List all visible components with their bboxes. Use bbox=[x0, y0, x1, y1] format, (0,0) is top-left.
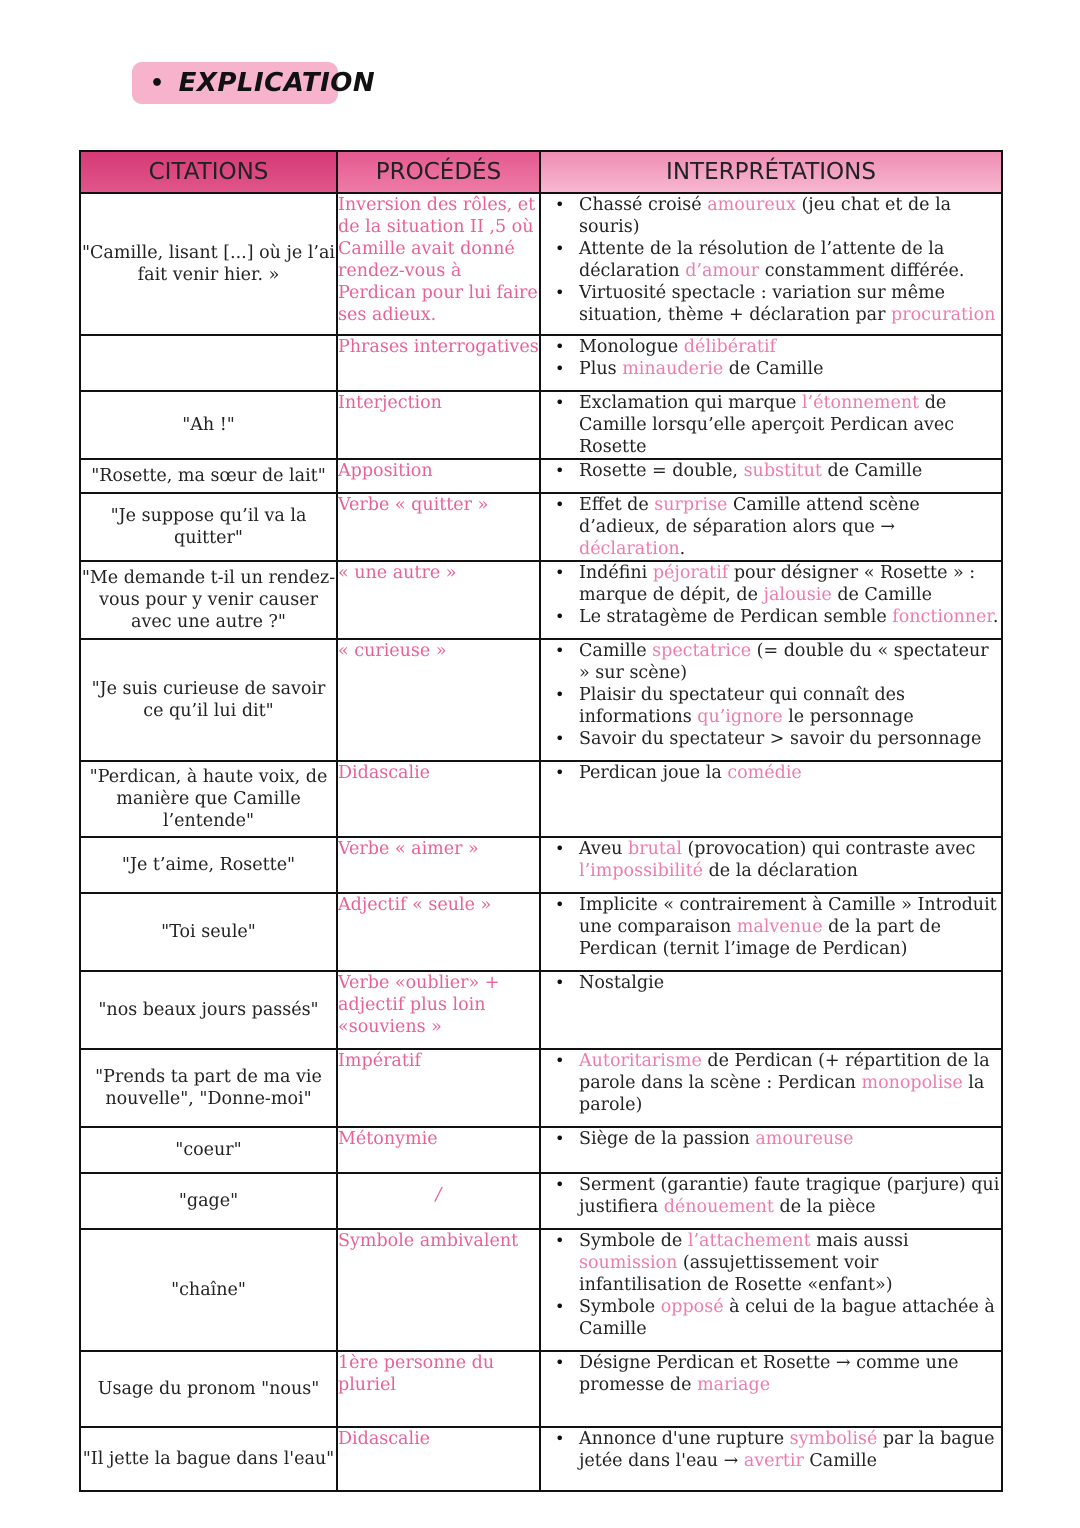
citation-cell: "coeur" bbox=[80, 1127, 337, 1173]
interpretation-list bbox=[541, 1050, 1001, 1116]
interpretation-text: de Camille lorsqu’elle aperçoit Perdican avec Rosette bbox=[579, 393, 955, 457]
interpretation-text: Monologue bbox=[579, 337, 684, 357]
procede-cell: Didascalie bbox=[337, 761, 540, 837]
interpretation-list bbox=[541, 762, 1001, 784]
interpretation-cell bbox=[540, 1127, 1002, 1173]
highlighted-term: monopolise bbox=[861, 1073, 963, 1093]
interpretation-item bbox=[579, 358, 1001, 380]
interpretation-text: Symbole bbox=[579, 1297, 661, 1317]
procede-cell: Symbole ambivalent bbox=[337, 1229, 540, 1351]
interpretation-cell bbox=[540, 1427, 1002, 1491]
interpretation-text: de Camille bbox=[831, 585, 932, 605]
table-row bbox=[80, 335, 1002, 391]
procede-cell: 1ère personne du pluriel bbox=[337, 1351, 540, 1427]
table-row bbox=[80, 1351, 1002, 1427]
highlighted-term: procuration bbox=[891, 305, 996, 325]
citation-cell: "gage" bbox=[80, 1173, 337, 1229]
highlighted-term: symbolisé bbox=[789, 1429, 878, 1449]
table-row bbox=[80, 893, 1002, 971]
highlighted-term: déclaration bbox=[579, 539, 680, 559]
header-procedes: PROCÉDÉS bbox=[337, 151, 540, 193]
procede-cell: Verbe « quitter » bbox=[337, 493, 540, 561]
interpretation-text: mais aussi bbox=[810, 1231, 909, 1251]
interpretation-list bbox=[541, 640, 1001, 750]
interpretation-text: Désigne Perdican et Rosette → comme une promesse de bbox=[579, 1353, 959, 1395]
procede-cell: Inversion des rôles, et de la situation II ,5 où Camille avait donné rendez-vous à Perdican pour lui faire ses adieux. bbox=[337, 193, 540, 335]
interpretation-text: Savoir du spectateur > savoir du personnage bbox=[579, 729, 982, 749]
highlighted-term: jalousie bbox=[763, 585, 832, 605]
table-row bbox=[80, 459, 1002, 493]
table-row bbox=[80, 1229, 1002, 1351]
highlighted-term: l’impossibilité bbox=[579, 861, 704, 881]
interpretation-text: Effet de bbox=[579, 495, 655, 515]
highlighted-term: qu’ignore bbox=[697, 707, 783, 727]
procede-cell: Impératif bbox=[337, 1049, 540, 1127]
table-header-row bbox=[80, 151, 1002, 193]
interpretation-text: (assujettissement voir infantilisation de Rosette «enfant») bbox=[579, 1253, 893, 1295]
interpretation-item bbox=[579, 1428, 1001, 1472]
interpretation-list bbox=[541, 336, 1001, 380]
interpretation-list bbox=[541, 392, 1001, 458]
interpretation-text: Le stratagème de Perdican semble bbox=[579, 607, 893, 627]
interpretation-item bbox=[579, 606, 1001, 628]
citation-cell: "Je t’aime, Rosette" bbox=[80, 837, 337, 893]
highlighted-term: opposé bbox=[660, 1297, 724, 1317]
interpretation-list bbox=[541, 194, 1001, 326]
table-row bbox=[80, 1127, 1002, 1173]
highlighted-term: l’étonnement bbox=[801, 393, 920, 413]
interpretation-list bbox=[541, 838, 1001, 882]
interpretation-text: pour désigner « Rosette » : marque de dépit, de bbox=[579, 563, 976, 605]
interpretation-text: Camille bbox=[803, 1451, 877, 1471]
procede-cell: Adjectif « seule » bbox=[337, 893, 540, 971]
interpretation-text: de Camille bbox=[821, 461, 923, 481]
interpretation-text: Symbole de bbox=[579, 1231, 688, 1251]
interpretation-text: Camille bbox=[579, 641, 653, 661]
citation-cell: Usage du pronom "nous" bbox=[80, 1351, 337, 1427]
interpretation-cell bbox=[540, 459, 1002, 493]
interpretation-cell bbox=[540, 1049, 1002, 1127]
interpretation-cell bbox=[540, 639, 1002, 761]
interpretation-text: de Camille bbox=[723, 359, 824, 379]
highlighted-term: soumission bbox=[579, 1253, 678, 1273]
highlighted-term: malvenue bbox=[736, 917, 823, 937]
interpretation-cell bbox=[540, 761, 1002, 837]
interpretation-cell bbox=[540, 335, 1002, 391]
interpretation-item bbox=[579, 762, 1001, 784]
highlighted-term: substitut bbox=[743, 461, 822, 481]
table-row bbox=[80, 561, 1002, 639]
interpretation-cell bbox=[540, 971, 1002, 1049]
interpretation-text: Virtuosité spectacle : variation sur même situation, thème + déclaration par bbox=[579, 283, 946, 325]
interpretation-text: . bbox=[992, 607, 999, 627]
interpretation-list bbox=[541, 1174, 1001, 1218]
interpretation-text: de Perdican (+ répartition de la parole dans la scène : Perdican bbox=[579, 1051, 990, 1093]
interpretation-text: Annonce d'une rupture bbox=[579, 1429, 790, 1449]
interpretation-cell bbox=[540, 837, 1002, 893]
table-body bbox=[80, 193, 1002, 1491]
interpretation-list bbox=[541, 894, 1001, 960]
table-row bbox=[80, 193, 1002, 335]
interpretation-item bbox=[579, 194, 1001, 238]
procede-cell: « curieuse » bbox=[337, 639, 540, 761]
citation-cell: "Il jette la bague dans l'eau" bbox=[80, 1427, 337, 1491]
interpretation-text: (= double du « spectateur » sur scène) bbox=[579, 641, 989, 683]
citation-cell: "chaîne" bbox=[80, 1229, 337, 1351]
highlighted-term: d’amour bbox=[685, 261, 760, 281]
explication-table bbox=[79, 150, 1003, 1492]
interpretation-item bbox=[579, 282, 1001, 326]
interpretation-text: (jeu chat et de la souris) bbox=[579, 195, 952, 237]
highlighted-term: mariage bbox=[697, 1375, 771, 1395]
highlighted-term: spectatrice bbox=[652, 641, 752, 661]
interpretation-list bbox=[541, 494, 1001, 560]
interpretation-text: Perdican joue la bbox=[579, 763, 728, 783]
interpretation-cell bbox=[540, 1351, 1002, 1427]
interpretation-item bbox=[579, 728, 1001, 750]
interpretation-text: Indéfini bbox=[579, 563, 653, 583]
interpretation-list bbox=[541, 460, 1001, 482]
citation-cell: "Toi seule" bbox=[80, 893, 337, 971]
interpretation-item bbox=[579, 640, 1001, 684]
highlighted-term: amoureux bbox=[707, 195, 796, 215]
interpretation-cell bbox=[540, 193, 1002, 335]
highlighted-term: minauderie bbox=[622, 359, 724, 379]
table-row bbox=[80, 391, 1002, 459]
table-row bbox=[80, 1049, 1002, 1127]
interpretation-item bbox=[579, 392, 1001, 458]
interpretation-item bbox=[579, 894, 1001, 960]
citation-cell: "Je suppose qu’il va la quitter" bbox=[80, 493, 337, 561]
interpretation-item bbox=[579, 1352, 1001, 1396]
header-citations: CITATIONS bbox=[80, 151, 337, 193]
interpretation-item bbox=[579, 238, 1001, 282]
interpretation-text: (provocation) qui contraste avec bbox=[681, 839, 976, 859]
interpretation-text: Plaisir du spectateur qui connaît des informations bbox=[579, 685, 906, 727]
interpretation-text: constamment différée. bbox=[759, 261, 965, 281]
highlighted-term: Autoritarisme bbox=[579, 1051, 702, 1071]
interpretation-text: Chassé croisé bbox=[579, 195, 708, 215]
interpretation-item bbox=[579, 562, 1001, 606]
interpretation-text: de la part de Perdican (ternit l’image de Perdican) bbox=[579, 917, 941, 959]
interpretation-text: le personnage bbox=[782, 707, 914, 727]
table-row bbox=[80, 639, 1002, 761]
table-row bbox=[80, 761, 1002, 837]
interpretation-list bbox=[541, 1230, 1001, 1340]
interpretation-item bbox=[579, 684, 1001, 728]
interpretation-list bbox=[541, 972, 1001, 994]
table-row bbox=[80, 1173, 1002, 1229]
procede-cell: « une autre » bbox=[337, 561, 540, 639]
interpretation-text: Camille attend scène d’adieux, de séparation alors que → bbox=[579, 495, 920, 537]
table-row bbox=[80, 837, 1002, 893]
interpretation-text: par la bague jetée dans l'eau → bbox=[579, 1429, 995, 1471]
interpretation-cell bbox=[540, 1229, 1002, 1351]
highlighted-term: dénouement bbox=[663, 1197, 774, 1217]
table-row bbox=[80, 1427, 1002, 1491]
citation-cell: "nos beaux jours passés" bbox=[80, 971, 337, 1049]
interpretation-list bbox=[541, 562, 1001, 628]
citation-cell: "Rosette, ma sœur de lait" bbox=[80, 459, 337, 493]
interpretation-cell bbox=[540, 391, 1002, 459]
highlighted-term: délibératif bbox=[683, 337, 777, 357]
header-interpretations: INTERPRÉTATIONS bbox=[540, 151, 1002, 193]
citation-cell: "Prends ta part de ma vie nouvelle", "Donne-moi" bbox=[80, 1049, 337, 1127]
procede-cell: Phrases interrogatives bbox=[337, 335, 540, 391]
interpretation-cell bbox=[540, 493, 1002, 561]
badge-bullet: • bbox=[150, 70, 165, 96]
interpretation-item bbox=[579, 336, 1001, 358]
interpretation-text: Siège de la passion bbox=[579, 1129, 756, 1149]
interpretation-text: Exclamation qui marque bbox=[579, 393, 802, 413]
highlighted-term: l’attachement bbox=[687, 1231, 811, 1251]
highlighted-term: amoureuse bbox=[755, 1129, 854, 1149]
section-badge bbox=[132, 62, 376, 104]
interpretation-list bbox=[541, 1128, 1001, 1150]
citation-cell bbox=[80, 335, 337, 391]
interpretation-list bbox=[541, 1428, 1001, 1472]
interpretation-item bbox=[579, 1296, 1001, 1340]
interpretation-text: Aveu bbox=[579, 839, 629, 859]
citation-cell: "Ah !" bbox=[80, 391, 337, 459]
interpretation-text: de la pièce bbox=[773, 1197, 876, 1217]
interpretation-item bbox=[579, 494, 1001, 560]
interpretation-text: à celui de la bague attachée à Camille bbox=[579, 1297, 995, 1339]
citation-cell: "Je suis curieuse de savoir ce qu’il lui dit" bbox=[80, 639, 337, 761]
highlighted-term: brutal bbox=[628, 839, 682, 859]
procede-cell: Verbe « aimer » bbox=[337, 837, 540, 893]
interpretation-text: Plus bbox=[579, 359, 623, 379]
interpretation-text: Serment (garantie) faute tragique (parjure) qui justifiera bbox=[579, 1175, 1000, 1217]
interpretation-cell bbox=[540, 893, 1002, 971]
interpretation-item bbox=[579, 972, 1001, 994]
interpretation-text: Nostalgie bbox=[579, 973, 665, 993]
interpretation-item bbox=[579, 1128, 1001, 1150]
procede-cell: Interjection bbox=[337, 391, 540, 459]
highlighted-term: fonctionner bbox=[892, 607, 993, 627]
interpretation-cell bbox=[540, 561, 1002, 639]
interpretation-list bbox=[541, 1352, 1001, 1396]
procede-cell: / bbox=[337, 1173, 540, 1229]
procede-cell: Apposition bbox=[337, 459, 540, 493]
interpretation-text: Implicite « contrairement à Camille » Introduit une comparaison bbox=[579, 895, 997, 937]
interpretation-item bbox=[579, 460, 1001, 482]
interpretation-text: la parole) bbox=[579, 1073, 985, 1115]
highlighted-term: péjoratif bbox=[652, 563, 729, 583]
interpretation-text: de la déclaration bbox=[703, 861, 858, 881]
citation-cell: "Me demande t-il un rendez-vous pour y venir causer avec une autre ?" bbox=[80, 561, 337, 639]
section-title: EXPLICATION bbox=[178, 68, 376, 98]
interpretation-item bbox=[579, 1050, 1001, 1116]
highlighted-term: comédie bbox=[727, 763, 802, 783]
highlighted-term: avertir bbox=[743, 1451, 804, 1471]
citation-cell: "Camille, lisant [...] où je l’ai fait venir hier. » bbox=[80, 193, 337, 335]
citation-cell: "Perdican, à haute voix, de manière que Camille l’entende" bbox=[80, 761, 337, 837]
procede-cell: Didascalie bbox=[337, 1427, 540, 1491]
interpretation-text: Attente de la résolution de l’attente de la déclaration bbox=[579, 239, 945, 281]
procede-cell: Métonymie bbox=[337, 1127, 540, 1173]
table-row bbox=[80, 971, 1002, 1049]
interpretation-text: . bbox=[679, 539, 686, 559]
interpretation-item bbox=[579, 1174, 1001, 1218]
interpretation-item bbox=[579, 1230, 1001, 1296]
table-row bbox=[80, 493, 1002, 561]
interpretation-item bbox=[579, 838, 1001, 882]
procede-cell: Verbe «oublier» + adjectif plus loin «souviens » bbox=[337, 971, 540, 1049]
interpretation-cell bbox=[540, 1173, 1002, 1229]
interpretation-text: Rosette = double, bbox=[579, 461, 744, 481]
highlighted-term: surprise bbox=[654, 495, 728, 515]
